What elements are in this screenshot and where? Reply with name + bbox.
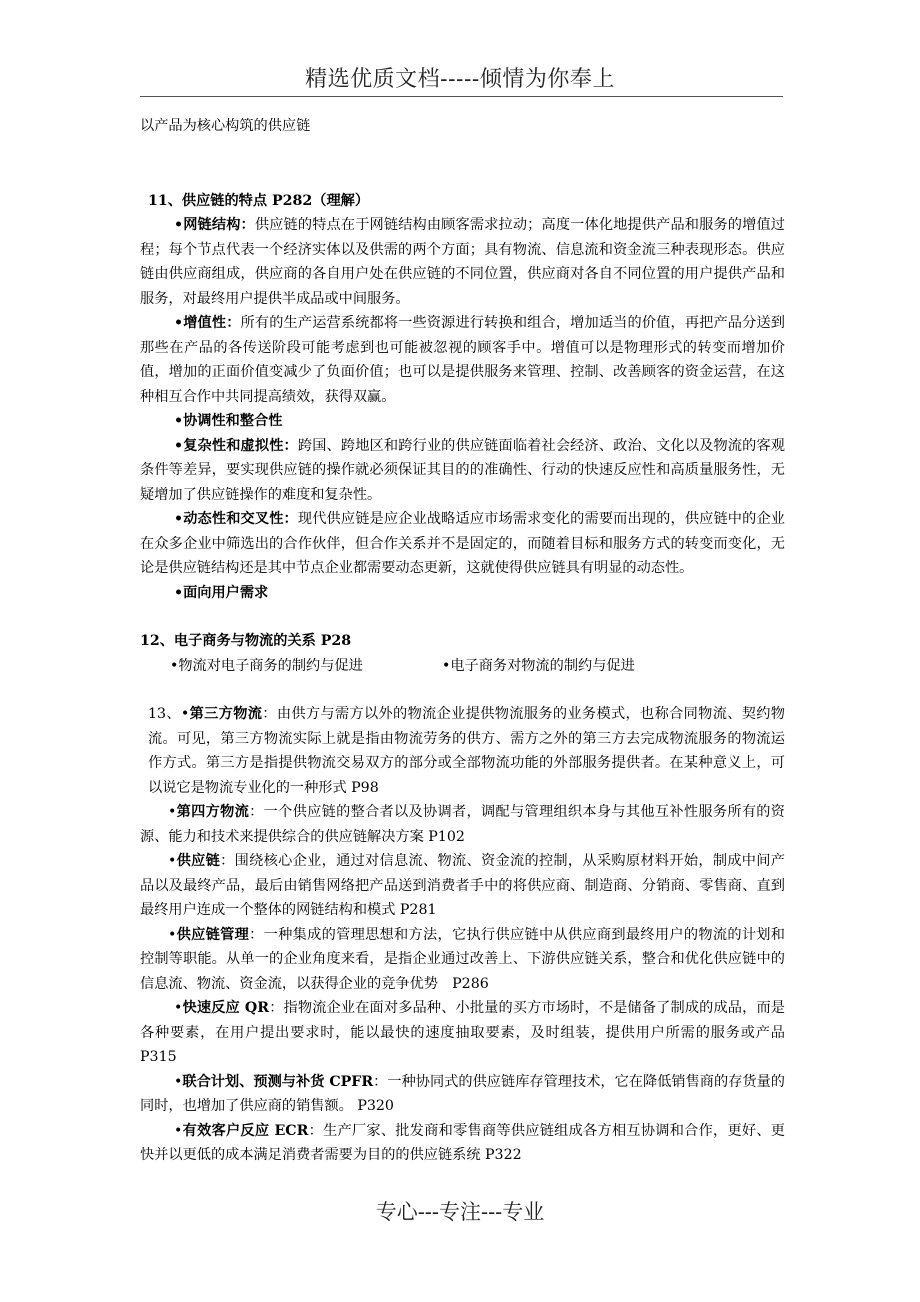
s13-item-scm [140,923,785,997]
intro-line: 以产品为核心构筑的供应链 [140,118,311,134]
s13-item-text: ：生产厂家、批发商和零售商等供应链组成各方相互协调和合作，更好、更快并以更低的成本满足消费者需要为目的的供应链系统 P322 [140,1122,785,1163]
s11-item-text: 跨国、跨地区和跨行业的供应链面临着社会经济、政治、文化以及物流的客观条件等差异，要实现供应链的操作就必须保证其目的的准确性、行动的快速反应性和高质量服务性，无疑增加了供应链操作的难度和复杂性。 [140,437,785,503]
s13-item-text: ：一种协同式的供应链库存管理技术，它在降低销售商的存货量的同时，也增加了供应商的销售额。 P320 [140,1073,785,1114]
document-body [140,114,785,1168]
s13-item-text: ：指物流企业在面对多品种、小批量的买方市场时，不是储备了制成的成品，而是各种要素，在用户提出要求时，能以最快的速度抽取要素，及时组装，提供用户所需的服务或产品 P315 [140,1000,785,1065]
s13-item-term: 供应链 [176,853,221,869]
section-12-points [140,654,785,679]
s13-item-term: 联合计划、预测与补货 CPFR [182,1073,374,1090]
s13-item-cpfr [140,1070,785,1119]
s13-item-prefix: • [168,853,177,869]
s13-item-prefix: • [168,804,177,820]
page-footer: 专心---专注---专业 [375,1200,545,1224]
s12-left-point: •物流对电子商务的制约与促进 [170,657,363,674]
s13-item-term: 第四方物流 [176,804,250,820]
s11-item-term: •复杂性和虚拟性： [174,437,298,454]
s13-item-prefix: • [174,1122,183,1139]
s11-item-network [140,213,785,311]
s13-item-term: 快速反应 QR [182,1000,270,1016]
s13-item-text: ：一个供应链的整合者以及协调者，调配与管理组织本身与其他互补性服务所有的资源、能力和技术来提供综合的供应链解决方案 P102 [140,804,785,845]
s11-item-dynamic [140,507,785,581]
s13-item-qr [140,996,785,1070]
s11-item-text: 现代供应链是应企业战略适应市场需求变化的需要而出现的，供应链中的企业在众多企业中筛选出的合作伙伴，但合作关系并不是固定的，而随着目标和服务方式的转变而变化，无论是供应链结构还是其中节点企业都需要动态更新，这就使得供应链具有明显的动态性。 [140,511,785,576]
s13-item-prefix: • [168,926,177,943]
s11-item-text: 所有的生产运营系统都将一些资源进行转换和组合，增加适当的价值，再把产品分送到那些在产品的各传送阶段可能考虑到也可能被忽视的顾客手中。增值可以是物理形式的转变而增加价值，增加的正面价值变减少了负面价值；也可以是提供服务来管理、控制、改善顾客的资金运营，在这种相互合作中共同提高绩效，获得双赢。 [140,315,785,405]
s11-item-value-added [140,311,785,409]
s13-item-term: 有效客户反应 ECR [182,1122,309,1139]
s13-item-text: ：由供方与需方以外的物流企业提供物流服务的业务模式，也称合同物流、契约物流。可见，第三方物流实际上就是指由物流劳务的供方、需方之外的第三方去完成物流服务的物流运作方式。第三方是指提供物流交易双方的部分或全部物流功能的外部服务提供者。在某种意义上，可以说它是物流专业化的一种形式 P98 [148,706,785,796]
section-11-title: 11、供应链的特点 P282（理解） [148,192,370,209]
s11-item-complexity [140,434,785,508]
s11-item-user-demand [140,581,785,606]
page-header: 精选优质文档-----倾情为你奉上 [305,67,615,92]
s11-item-term: •动态性和交叉性： [174,511,298,527]
header-divider [140,96,783,97]
s13-item-term: 供应链管理 [176,926,250,943]
section-12-title: 12、电子商务与物流的关系 P28 [140,633,352,649]
s13-item-prefix: • [174,1000,183,1016]
s13-item-3pl [140,702,785,800]
s13-item-4pl [140,800,785,849]
s13-item-term: 第三方物流 [189,706,263,722]
s13-item-text: ：围绕核心企业，通过对信息流、物流、资金流的控制，从采购原材料开始，制成中间产品以及最终产品，最后由销售网络把产品送到消费者手中的将供应商、制造商、分销商、零售商、直到最终用户连成一个整体的网链结构和模式 P281 [140,853,785,918]
s13-item-text: ：一种集成的管理思想和方法，它执行供应链中从供应商到最终用户的物流的计划和控制等职能。从单一的企业角度来看，是指企业通过改善上、下游供应链关系，整合和优化供应链中的信息流、物流、资金流，以获得企业的竞争优势 P286 [140,926,785,992]
s11-item-term: •增值性： [174,315,241,331]
s11-item-text: 供应链的特点在于网链结构由顾客需求拉动；高度一体化地提供产品和服务的增值过程；每个节点代表一个经济实体以及供需的两个方面；具有物流、信息流和资金流三种表现形态。供应链由供应商组成，供应商的各自用户处在供应链的不同位置，供应商对各自不同位置的用户提供产品和服务，对最终用户提供半成品或中间服务。 [140,217,785,307]
s13-item-prefix: 13、• [148,706,190,722]
s11-item-term: •网链结构： [174,217,255,233]
s11-item-coordination [140,409,785,434]
s13-item-ecr [140,1119,785,1168]
s11-item-term: •面向用户需求 [174,584,269,601]
s13-item-prefix: • [174,1073,183,1090]
s12-right-point: •电子商务对物流的制约与促进 [442,657,635,674]
s11-item-term: •协调性和整合性 [174,413,283,429]
s13-item-supply-chain [140,849,785,923]
